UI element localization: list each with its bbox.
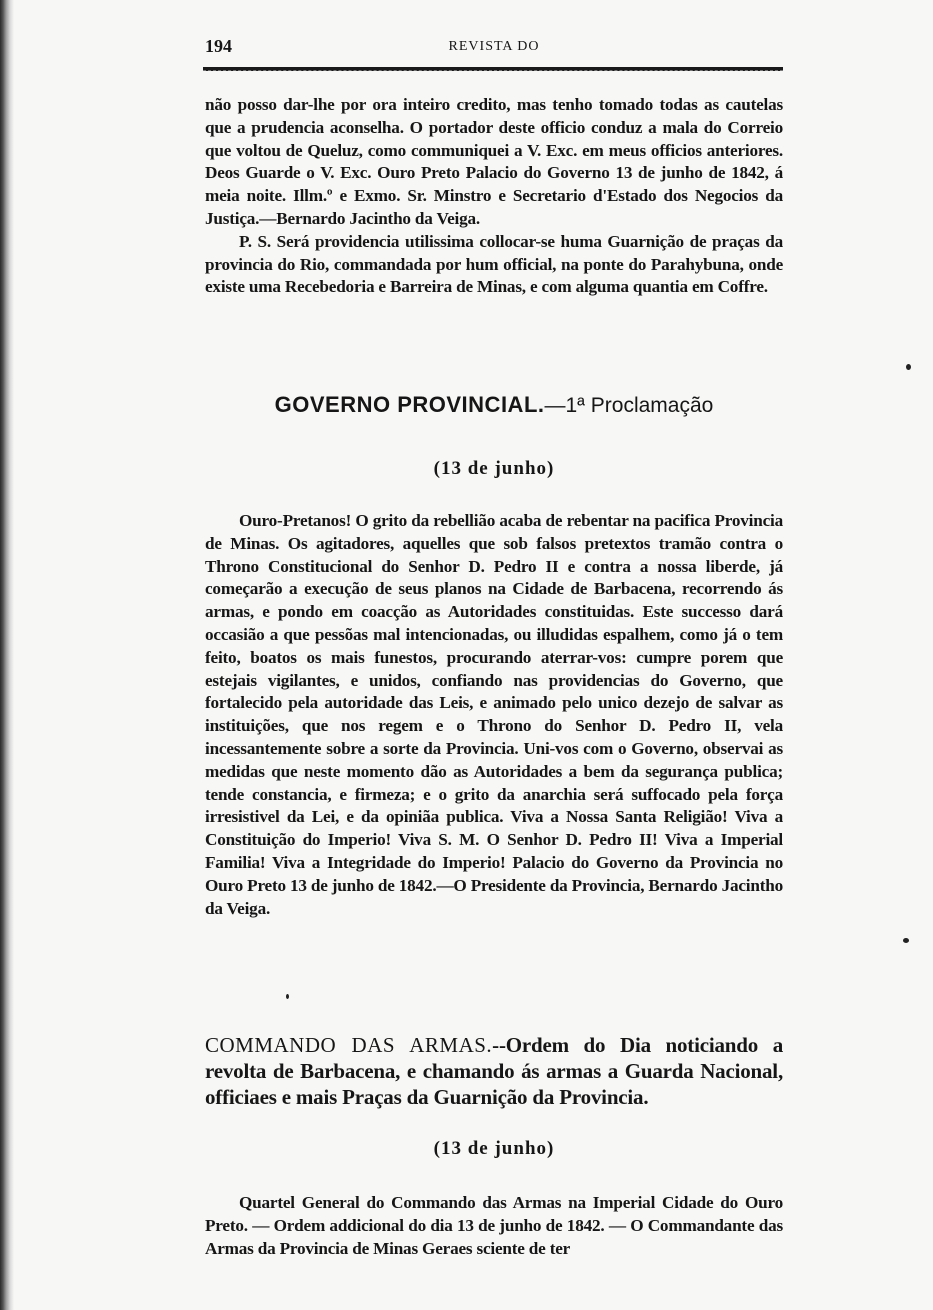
ink-speck	[903, 938, 909, 943]
postscript: P. S. Será providencia utilissima collocar-se huma Guarnição de praças da provincia do Rio, commandada por hum official, na ponte do Parahybuna, onde existe uma Recebedoria e Barreira de Minas, e com alguma quantia em Coffre.	[205, 231, 783, 297]
proclamation-heading	[205, 392, 783, 418]
page-number: 194	[205, 36, 232, 56]
armas-heading-rest: --Ordem do Dia noticiando a revolta de Barbacena, e chamando ás armas a Guarda Nacional, officiaes e mais Praças da Guarnição da Provincia.	[205, 1033, 783, 1109]
letter-section	[205, 94, 783, 299]
proclamation-heading-main: GOVERNO PROVINCIAL.	[274, 392, 545, 417]
armas-heading-main: COMMANDO DAS ARMAS.	[205, 1033, 493, 1057]
proclamation-body: Ouro-Pretanos! O grito da rebellião acaba de rebentar na pacifica Provincia de Minas. Os agitadores, aquelles que sob falsos pretextos tramão contra o Throno Constitucional do Senhor D. Pedro II e contra a nossa liberde, já começarão a execução de seus planos na Cidade de Barbacena, recorrendo ás armas, e pondo em coacção as Autoridades constituidas. Este successo dará occasião a que pessõas mal intencionadas, ou illudidas espalhem, como já o tem feito, boatos os mais funestos, procurando aterrar-vos: cumpre porem que estejais vigilantes, e unidos, confiando nas providencias do Governo, que fortalecido pela autoridade das Leis, e animado pelo unico dezejo de salvar as instituições, que nos regem e o Throno do Senhor D. Pedro II, vela incessantemente sobre a sorte da Provincia. Uni-vos com o Governo, observai as medidas que neste momento dão as Autoridades a bem da segurança publica; tende constancia, e firmeza; e o grito da anarchia será suffocado pela força irresistivel da Lei, e da opiniãa publica. Viva a Nossa Santa Religião! Viva a Constituição do Imperio! Viva S. M. O Senhor D. Pedro II! Viva a Imperial Familia! Viva a Integridade do Imperio! Palacio do Governo da Provincia no Ouro Preto 13 de junho de 1842.—O Presidente da Provincia, Bernardo Jacintho da Veiga.	[205, 511, 783, 918]
proclamation-heading-tail: —1ª Proclamação	[544, 394, 714, 417]
armas-section	[205, 1192, 783, 1260]
letter-body: não posso dar-lhe por ora inteiro credito, mas tenho tomado todas as cautelas que a prudencia aconselha. O portador deste officio conduz a mala do Correio que voltou de Queluz, como communiquei a V. Exc. em meus officios anteriores. Deos Guarde o V. Exc. Ouro Preto Palacio do Governo 13 de junho de 1842, á meia noite. Illm.º e Exmo. Sr. Minstro e Secretario d'Estado dos Negocios da Justiça.—Bernardo Jacintho da Veiga.	[205, 95, 783, 228]
ink-speck	[906, 364, 911, 370]
header-rule	[203, 67, 783, 71]
armas-heading	[205, 1032, 783, 1110]
proclamation-section	[205, 510, 783, 920]
armas-date: (13 de junho)	[433, 1138, 555, 1159]
running-head	[205, 36, 783, 60]
journal-title: REVISTA DO	[448, 39, 540, 54]
ink-speck	[286, 994, 289, 999]
proclamation-date: (13 de junho)	[433, 458, 555, 479]
armas-body: Quartel General do Commando das Armas na Imperial Cidade do Ouro Preto. — Ordem addicional do dia 13 de junho de 1842. — O Commandante das Armas da Provincia de Minas Geraes sciente de ter	[205, 1193, 783, 1258]
